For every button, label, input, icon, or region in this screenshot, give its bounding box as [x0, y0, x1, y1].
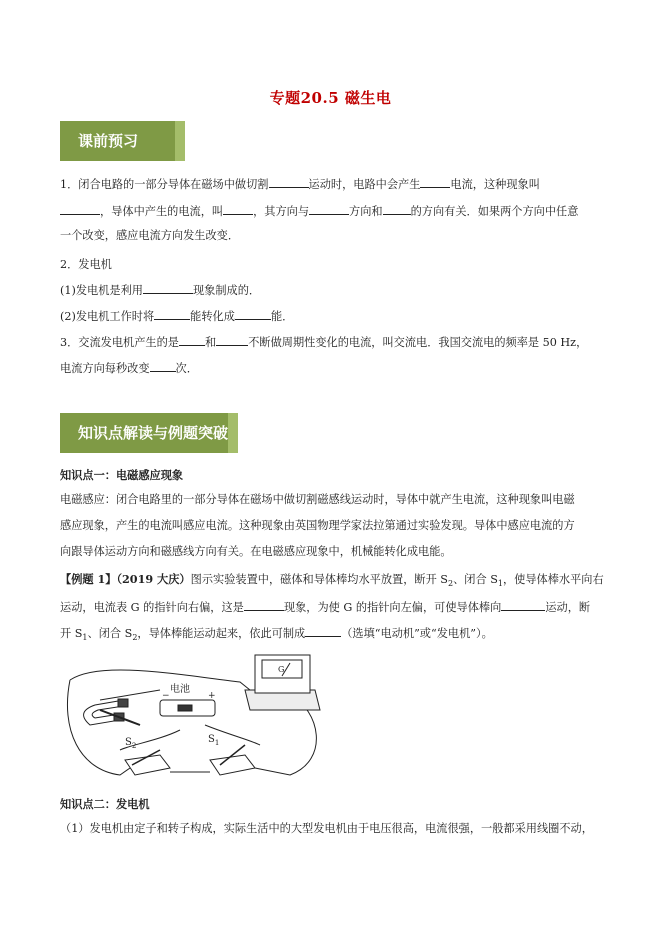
section-header-preview-label: 课前预习 — [78, 132, 139, 150]
knowledge-point2-title: 知识点二：发电机 — [60, 797, 150, 811]
galvanometer — [245, 655, 320, 710]
preview-q3-line1: 3．交流发电机产生的是 和 不断做周期性变化的电流，叫交流电．我国交流电的频率是 50 Hz， — [60, 336, 588, 349]
section-header-knowledge-label: 知识点解读与例题突破 — [78, 424, 229, 442]
example1-line2: 运动，电流表 G 的指针向右偏，这是 现象，为使 G 的指针向左偏，可使导体棒向 运动，断 — [60, 601, 591, 614]
switch-s1 — [210, 745, 255, 775]
preview-q2-s2: (2)发电机工作时将 能转化成 能． — [60, 310, 294, 323]
example1-line3: 开 $S_1$、闭合 $S_2$，导体棒能运动起来，依此可制成 （选填“电动机”或“发电机”）。 — [60, 627, 493, 643]
knowledge-p1-line1: 电磁感应：闭合电路里的一部分导体在磁场中做切割磁感线运动时，导体中就产生电流，这种现象叫电磁 — [60, 493, 575, 506]
preview-q1-line3: 一个改变，感应电流方向发生改变． — [60, 229, 240, 242]
preview-q2-head: 2．发电机 — [60, 258, 112, 271]
knowledge-point1-title: 知识点一：电磁感应现象 — [60, 468, 184, 482]
experiment-diagram — [60, 650, 350, 790]
battery-minus-label: − — [162, 691, 170, 701]
battery-plus-label: + — [208, 691, 216, 701]
knowledge-p1-line2: 感应现象，产生的电流叫感应电流。这种现象由英国物理学家法拉第通过实验发现。导体中感应电流的方 — [60, 519, 575, 532]
wire-top — [70, 670, 250, 690]
page-title: 专题20.5 磁生电 — [269, 89, 392, 107]
example1-line1: 【例题 1】（2019 大庆）图示实验装置中，磁体和导体棒均水平放置，断开 $S_2$、闭合 $S_1$，使导体棒水平向右 — [60, 572, 604, 589]
knowledge-p1-line3: 向跟导体运动方向和磁感线方向有关。在电磁感应现象中，机械能转化成电能。 — [60, 545, 452, 558]
battery — [160, 700, 215, 716]
rod-wire — [100, 690, 160, 700]
section-header-knowledge — [60, 413, 228, 453]
preview-q2-s1: (1)发电机是利用 现象制成的． — [60, 284, 261, 297]
wire-left — [67, 680, 130, 775]
battery-label: 电池 — [170, 684, 190, 695]
switch-s2 — [125, 750, 170, 775]
preview-q1-line2: ，导体中产生的电流，叫 ，其方向与 方向和 的方向有关．如果两个方向中任意 — [60, 203, 578, 219]
knowledge-p2-line1: （1）发电机由定子和转子构成，实际生活中的大型发电机由于电压很高，电流很强，一般都采用线圈不动， — [60, 822, 593, 835]
galvanometer-label: G — [278, 665, 285, 674]
preview-q3-line2: 电流方向每秒改变 次． — [60, 362, 198, 375]
switch-s2-label: $S_2$ — [125, 737, 137, 750]
switch-s1-label: $S_1$ — [208, 734, 220, 747]
preview-q1-line1: 1．闭合电路的一部分导体在磁场中做切割 运动时，电路中会产生 电流，这种现象叫 — [60, 178, 540, 191]
section-header-preview — [60, 121, 175, 161]
